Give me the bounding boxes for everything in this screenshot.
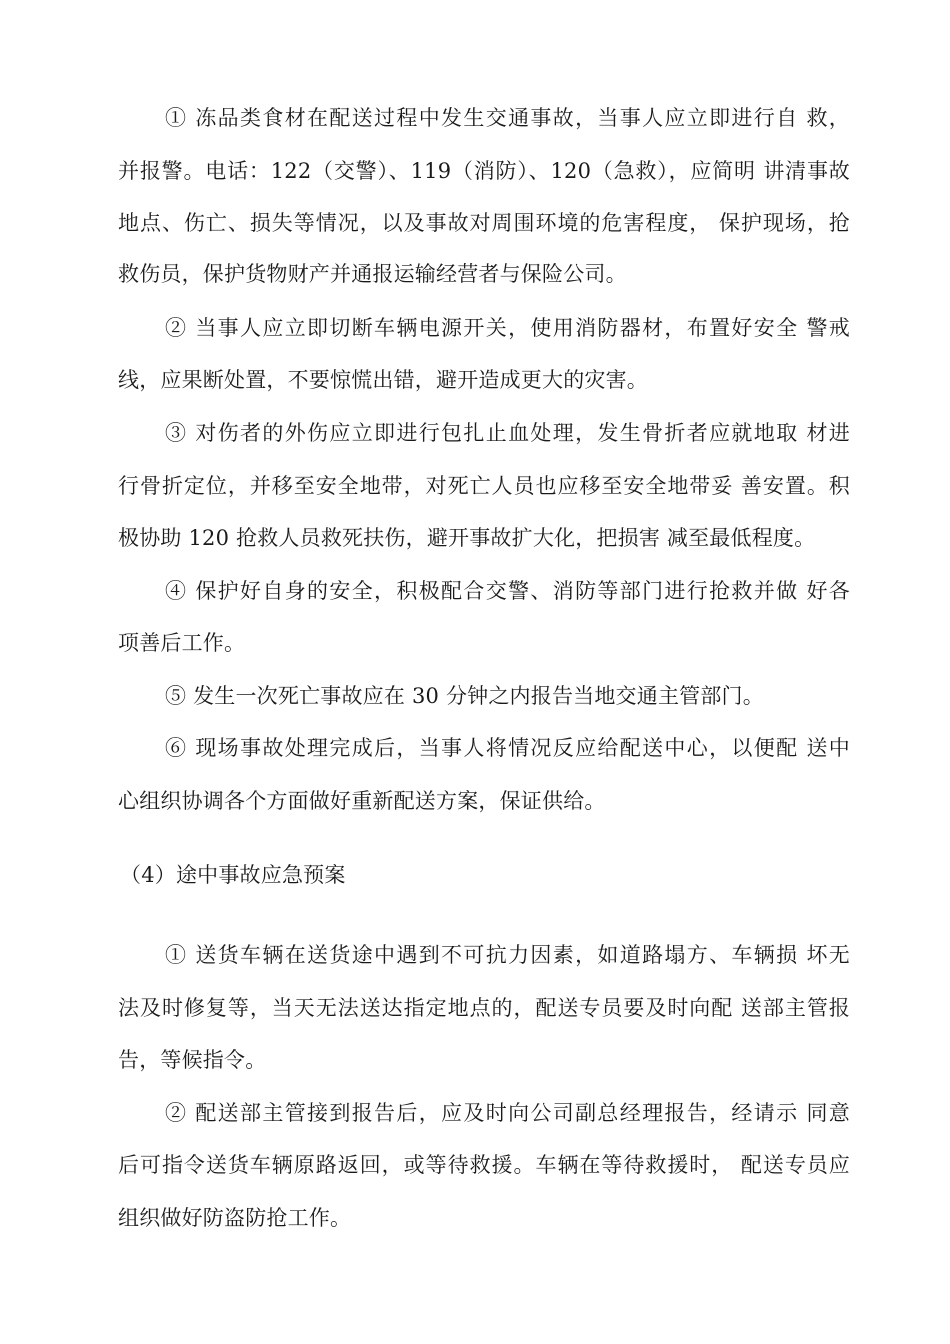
paragraph-line: ① 送货车辆在送货途中遇到不可抗力因素，如道路塌方、车辆损 坏无 <box>165 943 850 967</box>
paragraph-line: ⑤ 发生一次死亡事故应在 30 分钟之内报告当地交通主管部门。 <box>165 684 764 708</box>
section-heading: （4）途中事故应急预案 <box>120 863 346 887</box>
paragraph-line: 线，应果断处置，不要惊慌出错，避开造成更大的灾害。 <box>118 368 648 392</box>
paragraph-line: 组织做好防盗防抢工作。 <box>118 1206 352 1230</box>
paragraph-line: 法及时修复等，当天无法送达指定地点的，配送专员要及时向配 送部主管报 <box>118 996 850 1020</box>
paragraph-line: 救伤员，保护货物财产并通报运输经营者与保险公司。 <box>118 262 627 286</box>
paragraph-line: 并报警。电话：122（交警）、119（消防）、120（急救），应简明 讲清事故 <box>118 159 850 183</box>
paragraph-line: 行骨折定位，并移至安全地带，对死亡人员也应移至安全地带妥 善安置。积 <box>118 474 850 498</box>
paragraph-line: 告，等候指令。 <box>118 1048 267 1072</box>
paragraph-line: 极协助 120 抢救人员救死扶伤，避开事故扩大化，把损害 减至最低程度。 <box>118 526 816 550</box>
paragraph-line: ⑥ 现场事故处理完成后，当事人将情况反应给配送中心，以便配 送中 <box>165 736 850 760</box>
paragraph-line: ② 当事人应立即切断车辆电源开关，使用消防器材，布置好安全 警戒 <box>165 316 850 340</box>
paragraph-line: ① 冻品类食材在配送过程中发生交通事故，当事人应立即进行自 救， <box>165 106 850 130</box>
paragraph-line: 后可指令送货车辆原路返回，或等待救援。车辆在等待救援时， 配送专员应 <box>118 1153 850 1177</box>
paragraph-line: 项善后工作。 <box>118 631 246 655</box>
paragraph-line: 地点、伤亡、损失等情况，以及事故对周围环境的危害程度， 保护现场，抢 <box>118 211 850 235</box>
paragraph-line: ② 配送部主管接到报告后，应及时向公司副总经理报告，经请示 同意 <box>165 1101 850 1125</box>
paragraph-line: ④ 保护好自身的安全，积极配合交警、消防等部门进行抢救并做 好各 <box>165 579 850 603</box>
paragraph-line: ③ 对伤者的外伤应立即进行包扎止血处理，发生骨折者应就地取 材进 <box>165 421 850 445</box>
paragraph-line: 心组织协调各个方面做好重新配送方案，保证供给。 <box>118 789 606 813</box>
